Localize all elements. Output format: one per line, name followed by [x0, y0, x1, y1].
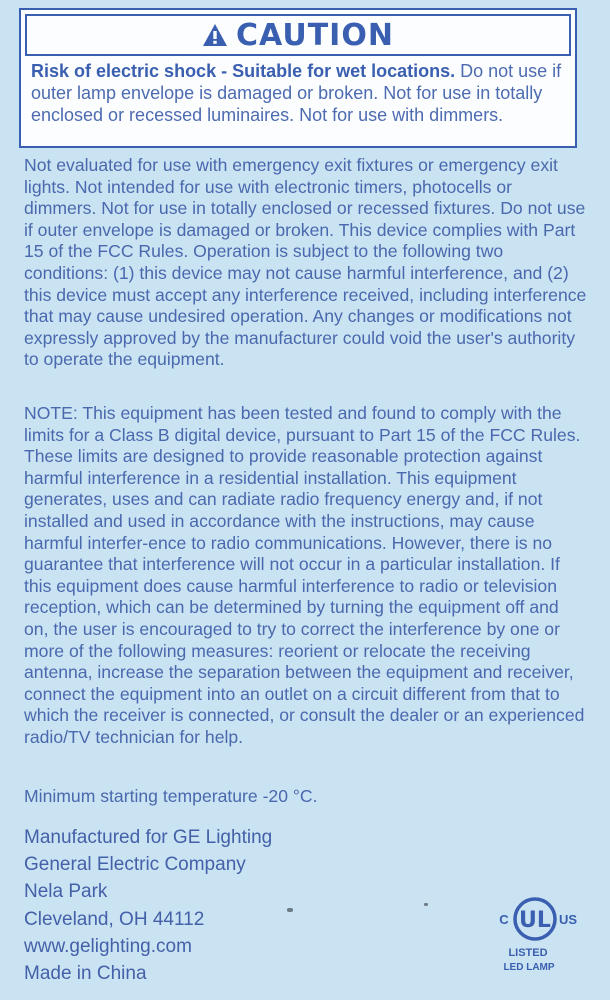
website-line: www.gelighting.com [24, 935, 192, 957]
company-line: General Electric Company [24, 854, 246, 876]
manufacturer-line: Manufactured for GE Lighting [24, 827, 273, 848]
ul-c-text: C [499, 912, 509, 927]
caution-body: Do not use if outer lamp envelope is damaged or broken. Not for use in totally enclosed or recessed luminaires. Not for use with dimmers. [31, 61, 562, 125]
ul-text: UL [519, 908, 551, 933]
caution-text [31, 60, 565, 126]
origin-line: Made in China [24, 963, 147, 985]
fcc-paragraph: Not evaluated for use with emergency exit fixtures or emergency exit lights. Not intended for use with electronic timers, photocells or dimmers. Not for use in totally enclosed or recessed fixtures. Do not use if outer envelope is damaged or broken. This device complies with Part 15 of the FCC Rules. Operation is subject to the following two conditions: (1) this device may not cause harmful interference, and (2) this device must accept any interference received, including interference that may cause undesired operation. Any changes or modifications not expressly approved by the manufacturer could void the user's authority to operate the equipment. [24, 155, 587, 370]
ul-us-text: US [558, 912, 578, 927]
temperature-line: Minimum starting temperature -20 °C. [24, 786, 318, 806]
ul-listed-label: LISTED [508, 947, 548, 959]
caution-lead: Risk of electric shock - Suitable for wet locations. [31, 61, 456, 81]
note-paragraph: NOTE: This equipment has been tested and found to comply with the limits for a Class B digital device, pursuant to Part 15 of the FCC Rules. These limits are designed to provide reasonable protection against harmful interference in a residential installation. This equipment generates, uses and can radiate radio frequency energy and, if not installed and used in accordance with the instructions, may cause harmful interfer-ence to radio communications. However, there is no guarantee that interference will not occur in a particular installation. If this equipment does cause harmful interference to radio or television reception, which can be determined by turning the equipment off and on, the user is encouraged to try to correct the interference by one or more of the following measures: reorient or relocate the receiving antenna, increase the separation between the equipment and receiver, connect the equipment into an outlet on a circuit different from that to which the receiver is connected, or consult the dealer or an experienced radio/TV technician for help. [24, 403, 585, 747]
print-speck [287, 908, 293, 912]
city-line: Cleveland, OH 44112 [24, 908, 205, 930]
ul-type-label: LED LAMP [503, 962, 555, 973]
location-line: Nela Park [24, 881, 108, 903]
caution-header [25, 14, 571, 56]
warning-triangle-icon [202, 23, 228, 47]
ul-logo-icon [490, 893, 580, 949]
manufacturer-block [24, 824, 272, 987]
print-speck [424, 903, 428, 906]
caution-title: CAUTION [236, 17, 394, 53]
caution-box [19, 8, 577, 148]
